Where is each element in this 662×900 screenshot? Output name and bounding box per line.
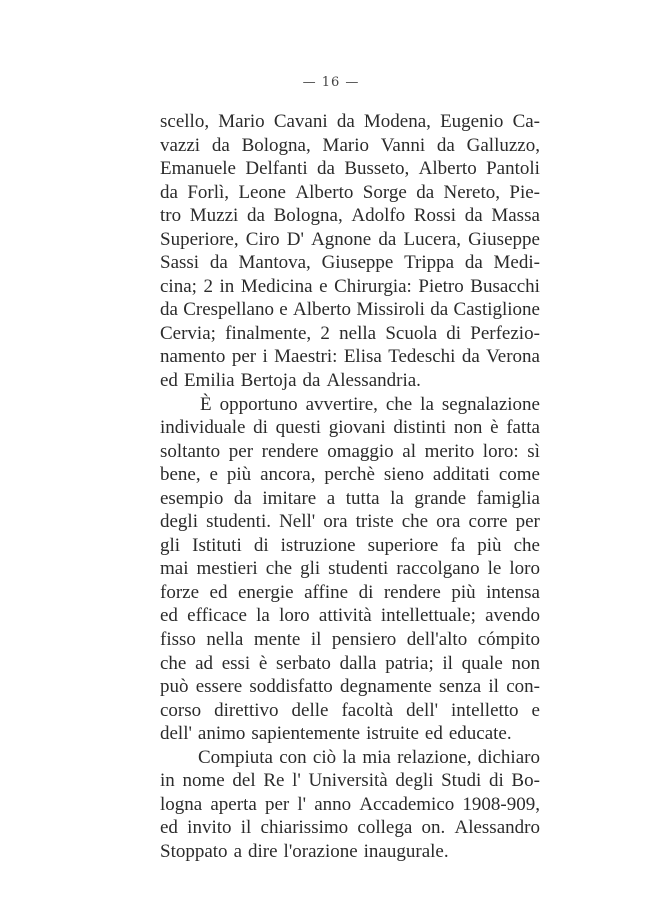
text-line: individuale di questi giovani distinti non è fatta [160, 417, 540, 439]
text-line: da Forlì, Leone Alberto Sorge da Nereto, Pie- [160, 181, 540, 203]
text-line: forze ed energie affine di rendere più intensa [160, 581, 540, 603]
text-line: tro Muzzi da Bologna, Adolfo Rossi da Massa [160, 205, 540, 227]
text-line: dell' animo sapientemente istruite ed educate. [160, 723, 512, 745]
text-line: fisso nella mente il pensiero dell'alto cómpito [160, 629, 540, 651]
text-line: bene, e più ancora, perchè sieno additati come [160, 464, 540, 486]
text-line: namento per i Maestri: Elisa Tedeschi da Verona [160, 346, 540, 368]
text-line: Compiuta con ciò la mia relazione, dichiaro [198, 746, 540, 768]
text-line: scello, Mario Cavani da Modena, Eugenio Ca- [160, 111, 540, 132]
page-number: — 16 — [302, 75, 360, 90]
text-line: può essere soddisfatto degnamente senza il con- [160, 676, 540, 698]
text-line: in nome del Re l' Università degli Studi di Bo- [160, 770, 540, 792]
text-line: soltanto per rendere omaggio al merito loro: sì [160, 440, 540, 462]
text-line: cina; 2 in Medicina e Chirurgia: Pietro Busacchi [160, 275, 540, 297]
text-line: gli Istituti di istruzione superiore fa più che [160, 534, 540, 556]
text-line: Superiore, Ciro D' Agnone da Lucera, Giuseppe [160, 228, 540, 250]
paragraph [160, 746, 540, 864]
paragraph [160, 110, 540, 393]
text-line: corso direttivo delle facoltà dell' intelletto e [160, 699, 540, 721]
text-line: Stoppato a dire l'orazione inaugurale. [160, 840, 449, 862]
text-line: mai mestieri che gli studenti raccolgano le loro [160, 558, 540, 580]
text-line: che ad essi è serbato dalla patria; il quale non [160, 652, 540, 674]
text-line: esempio da imitare a tutta la grande famiglia [160, 487, 540, 509]
text-line: logna aperta per l' anno Accademico 1908-909, [160, 793, 540, 815]
body-text [160, 110, 540, 864]
text-line: ed invito il chiarissimo collega on. Alessandro [160, 817, 540, 839]
text-line: Sassi da Mantova, Giuseppe Trippa da Medi- [160, 252, 540, 274]
text-line: ed Emilia Bertoja da Alessandria. [160, 370, 421, 392]
paragraph [160, 393, 540, 746]
text-line: Cervia; finalmente, 2 nella Scuola di Perfezio- [160, 322, 540, 344]
text-line: da Crespellano e Alberto Missiroli da Castiglione [160, 299, 540, 321]
text-line: È opportuno avvertire, che la segnalazione [200, 393, 540, 415]
text-line: ed efficace la loro attività intellettuale; avendo [160, 605, 540, 627]
text-line: vazzi da Bologna, Mario Vanni da Galluzzo, [160, 134, 540, 156]
text-line: degli studenti. Nell' ora triste che ora corre per [160, 511, 540, 533]
text-line: Emanuele Delfanti da Busseto, Alberto Pantoli [160, 158, 540, 180]
